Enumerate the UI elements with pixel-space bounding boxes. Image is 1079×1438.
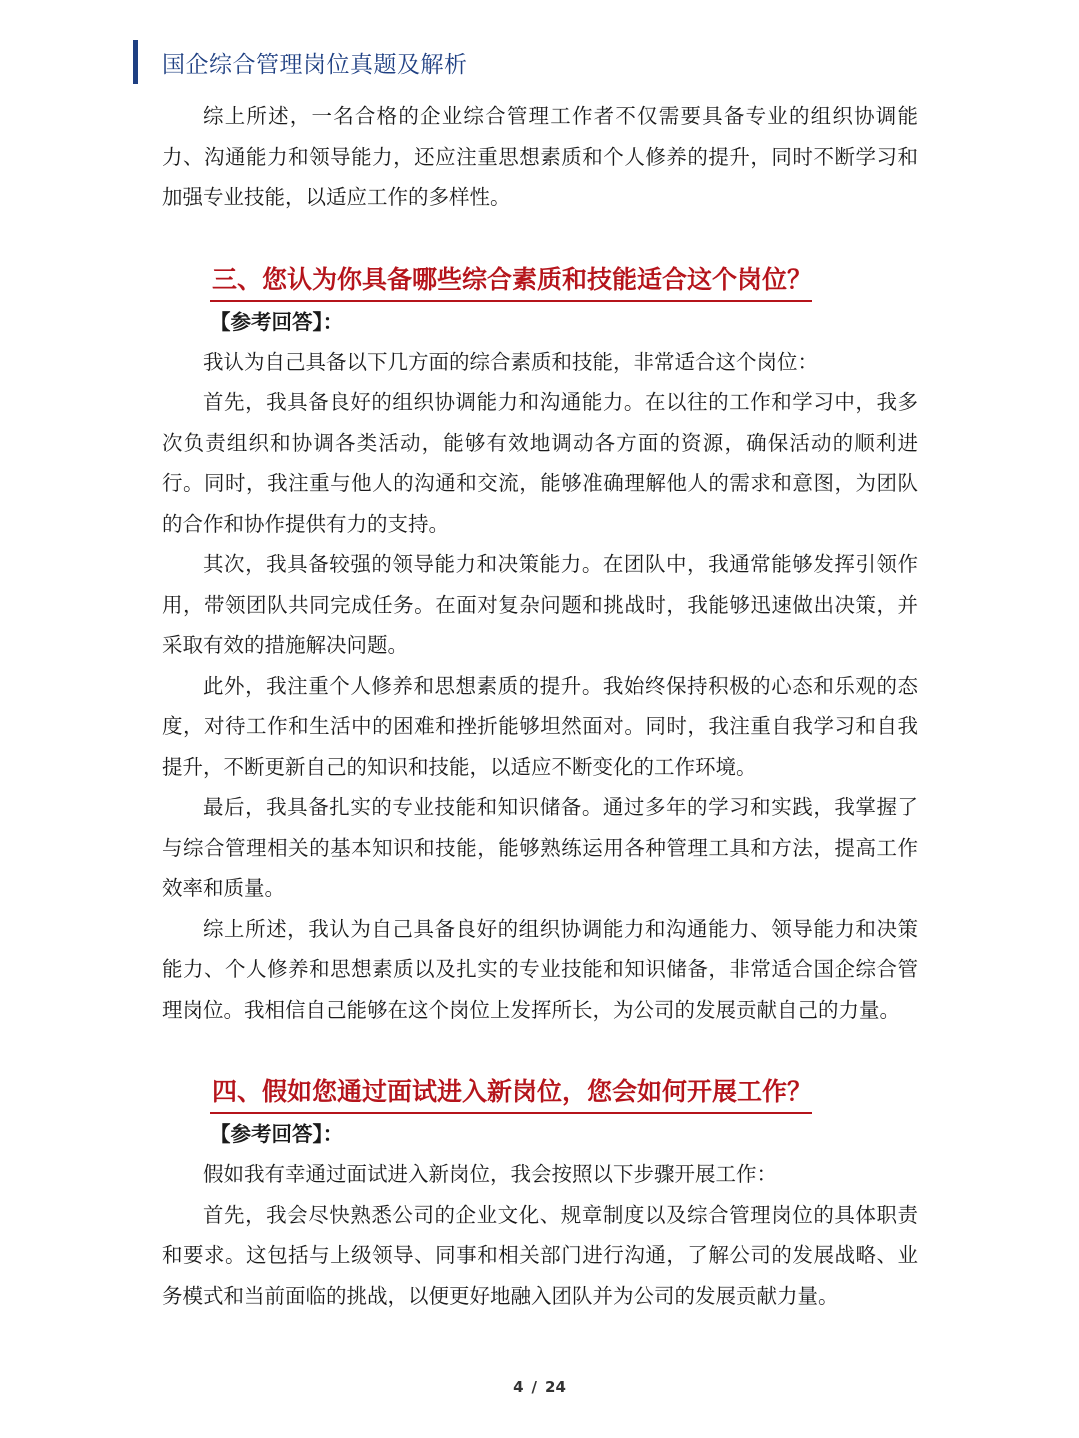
page-separator: / bbox=[531, 1378, 538, 1396]
section-3-paragraph: 首先，我具备良好的组织协调能力和沟通能力。在以往的工作和学习中，我多次负责组织和协调各类活动，能够有效地调动各方面的资源，确保活动的顺利进行。同时，我注重与他人的沟通和交流，能够准确理解他人的需求和意图，为团队的合作和协作提供有力的支持。 bbox=[162, 390, 918, 536]
section-3-paragraph: 综上所述，我认为自己具备良好的组织协调能力和沟通能力、领导能力和决策能力、个人修养和思想素质以及扎实的专业技能和知识储备，非常适合国企综合管理岗位。我相信自己能够在这个岗位上发挥所长，为公司的发展贡献自己的力量。 bbox=[162, 916, 918, 1022]
section-3-paragraph: 此外，我注重个人修养和思想素质的提升。我始终保持积极的心态和乐观的态度，对待工作和生活中的困难和挫折能够坦然面对。同时，我注重自我学习和自我提升，不断更新自己的知识和技能，以适应不断变化的工作环境。 bbox=[162, 673, 918, 779]
section-4-paragraph: 假如我有幸通过面试进入新岗位，我会按照以下步骤开展工作： bbox=[203, 1162, 777, 1186]
total-page-count: 24 bbox=[545, 1378, 566, 1396]
section-3-ref-label: 【参考回答】： bbox=[210, 309, 344, 334]
page-number bbox=[0, 1378, 1079, 1396]
section-4-heading: 四、假如您通过面试进入新岗位，您会如何开展工作？ bbox=[210, 1074, 812, 1114]
section-3-paragraph: 我认为自己具备以下几方面的综合素质和技能，非常适合这个岗位： bbox=[203, 349, 818, 374]
section-4-paragraph: 首先，我会尽快熟悉公司的企业文化、规章制度以及综合管理岗位的具体职责和要求。这包括与上级领导、同事和相关部门进行沟通，了解公司的发展战略、业务模式和当前面临的挑战，以便更好地融入团队并为公司的发展贡献力量。 bbox=[162, 1202, 918, 1308]
intro-conclusion-paragraph: 综上所述，一名合格的企业综合管理工作者不仅需要具备专业的组织协调能力、沟通能力和领导能力，还应注重思想素质和个人修养的提升，同时不断学习和加强专业技能，以适应工作的多样性。 bbox=[162, 104, 918, 209]
section-3-paragraph: 其次，我具备较强的领导能力和决策能力。在团队中，我通常能够发挥引领作用，带领团队共同完成任务。在面对复杂问题和挑战时，我能够迅速做出决策，并采取有效的措施解决问题。 bbox=[162, 552, 918, 657]
current-page-number: 4 bbox=[513, 1378, 524, 1396]
page-content bbox=[162, 96, 918, 1316]
section-4-ref-label: 【参考回答】： bbox=[210, 1122, 344, 1146]
section-3-paragraph: 最后，我具备扎实的专业技能和知识储备。通过多年的学习和实践，我掌握了与综合管理相关的基本知识和技能，能够熟练运用各种管理工具和方法，提高工作效率和质量。 bbox=[162, 795, 918, 900]
document-title: 国企综合管理岗位真题及解析 bbox=[162, 51, 468, 78]
section-3-heading: 三、您认为你具备哪些综合素质和技能适合这个岗位？ bbox=[210, 262, 812, 302]
page-header bbox=[133, 40, 468, 84]
